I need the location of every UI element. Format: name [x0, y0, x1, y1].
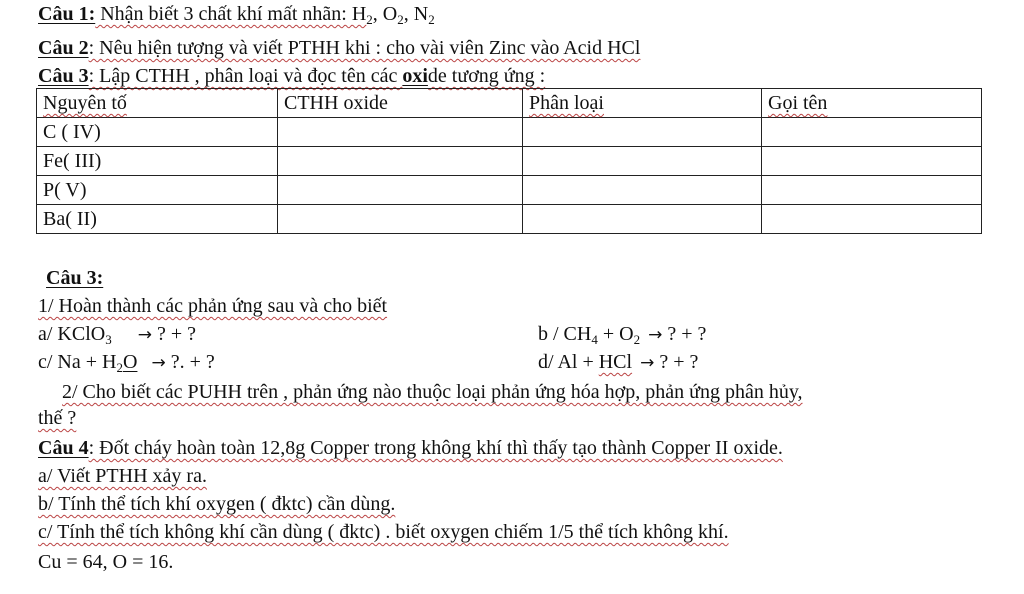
question-4c: c/ Tính thể tích không khí cần dùng ( đktc) . biết oxygen chiếm 1/5 thể tích không khí. [38, 521, 729, 543]
table-cell: P( V) [37, 176, 278, 205]
question-2-text: : Nêu hiện tượng và viết PTHH khi : cho vài viên Zinc vào Acid HCl [88, 37, 641, 59]
table-row [37, 118, 982, 147]
arrow-icon: → [648, 325, 663, 345]
reaction-d [538, 350, 698, 375]
reaction-c-products: ?. + ? [165, 351, 215, 373]
header-element: Nguyên tố [37, 89, 278, 118]
oxide-table [36, 88, 982, 234]
subscript: 2 [116, 360, 123, 375]
table-cell [278, 147, 523, 176]
question-1 [38, 2, 435, 26]
question-1-text: Nhận biết 3 chất khí mất nhãn: H [95, 3, 367, 25]
subscript: 2 [366, 12, 373, 27]
table-cell: Fe( III) [37, 147, 278, 176]
header-classification: Phân loại [523, 89, 762, 118]
table-cell [523, 147, 762, 176]
atomic-masses: Cu = 64, O = 16. [38, 551, 174, 573]
subscript: 2 [633, 332, 641, 347]
table-cell [762, 118, 982, 147]
table-row [37, 205, 982, 234]
table-cell [762, 147, 982, 176]
reaction-b [538, 322, 706, 347]
question-2 [38, 36, 640, 60]
question-3b-part2-line1: 2/ Cho biết các PUHH trên , phản ứng nào thuộc loại phản ứng hóa hợp, phản ứng phân hủy, [62, 381, 803, 403]
table-cell [278, 118, 523, 147]
question-2-label: Câu 2 [38, 37, 89, 59]
question-4a: a/ Viết PTHH xảy ra. [38, 465, 207, 487]
reaction-a-reactant: a/ KClO [38, 323, 106, 345]
header-name: Gọi tên [762, 89, 982, 118]
question-4-text: : Đốt cháy hoàn toàn 12,8g Copper trong không khí thì thấy tạo thành Copper II oxide. [88, 437, 783, 459]
reaction-c-reactant-tail: O [122, 351, 138, 373]
table-cell [278, 176, 523, 205]
question-3-text: : Lập CTHH , phân loại và đọc tên các [88, 65, 403, 87]
question-3-label: Câu 3 [38, 65, 89, 87]
arrow-icon: → [640, 353, 655, 373]
subscript: 3 [105, 332, 112, 347]
reaction-d-acid: HCl [598, 351, 633, 373]
question-3b-label: Câu 3: [46, 267, 104, 289]
reaction-b-reactant: b / CH [538, 323, 592, 345]
table-header-row [37, 89, 982, 118]
subscript: 2 [428, 12, 435, 27]
question-3b-part2-line2: thế ? [38, 407, 77, 429]
table-cell [523, 118, 762, 147]
question-3-table-prompt [38, 64, 545, 88]
question-4b: b/ Tính thể tích khí oxygen ( đktc) cần dùng. [38, 493, 396, 515]
reaction-a [38, 322, 196, 347]
table-cell: Ba( II) [37, 205, 278, 234]
table-cell [762, 205, 982, 234]
reaction-b-products: ? + ? [662, 323, 707, 345]
reaction-d-reactant: d/ Al + [538, 351, 599, 373]
table-row [37, 176, 982, 205]
reaction-c-reactant: c/ Na + H [38, 351, 117, 373]
question-1-label: Câu 1: [38, 3, 96, 25]
table-cell [523, 176, 762, 205]
question-4 [38, 436, 783, 460]
question-3-bold-word: oxi [402, 65, 428, 87]
question-4-label: Câu 4 [38, 437, 89, 459]
table-cell [762, 176, 982, 205]
table-row [37, 147, 982, 176]
subscript: 2 [397, 12, 404, 27]
header-formula: CTHH oxide [278, 89, 523, 118]
reaction-b-reactant-2: + O [597, 323, 634, 345]
question-1-text-2: , O [372, 3, 398, 25]
subscript: 4 [591, 332, 598, 347]
reaction-a-products: ? + ? [151, 323, 197, 345]
question-3b-part1: 1/ Hoàn thành các phản ứng sau và cho biết [38, 295, 388, 317]
arrow-icon: → [151, 353, 166, 373]
arrow-icon: → [137, 325, 152, 345]
question-1-text-3: , N [403, 3, 429, 25]
table-cell: C ( IV) [37, 118, 278, 147]
table-cell [278, 205, 523, 234]
reaction-d-products: ? + ? [654, 351, 699, 373]
question-3-tail: de tương ứng : [427, 65, 546, 87]
reaction-c [38, 350, 215, 375]
table-cell [523, 205, 762, 234]
